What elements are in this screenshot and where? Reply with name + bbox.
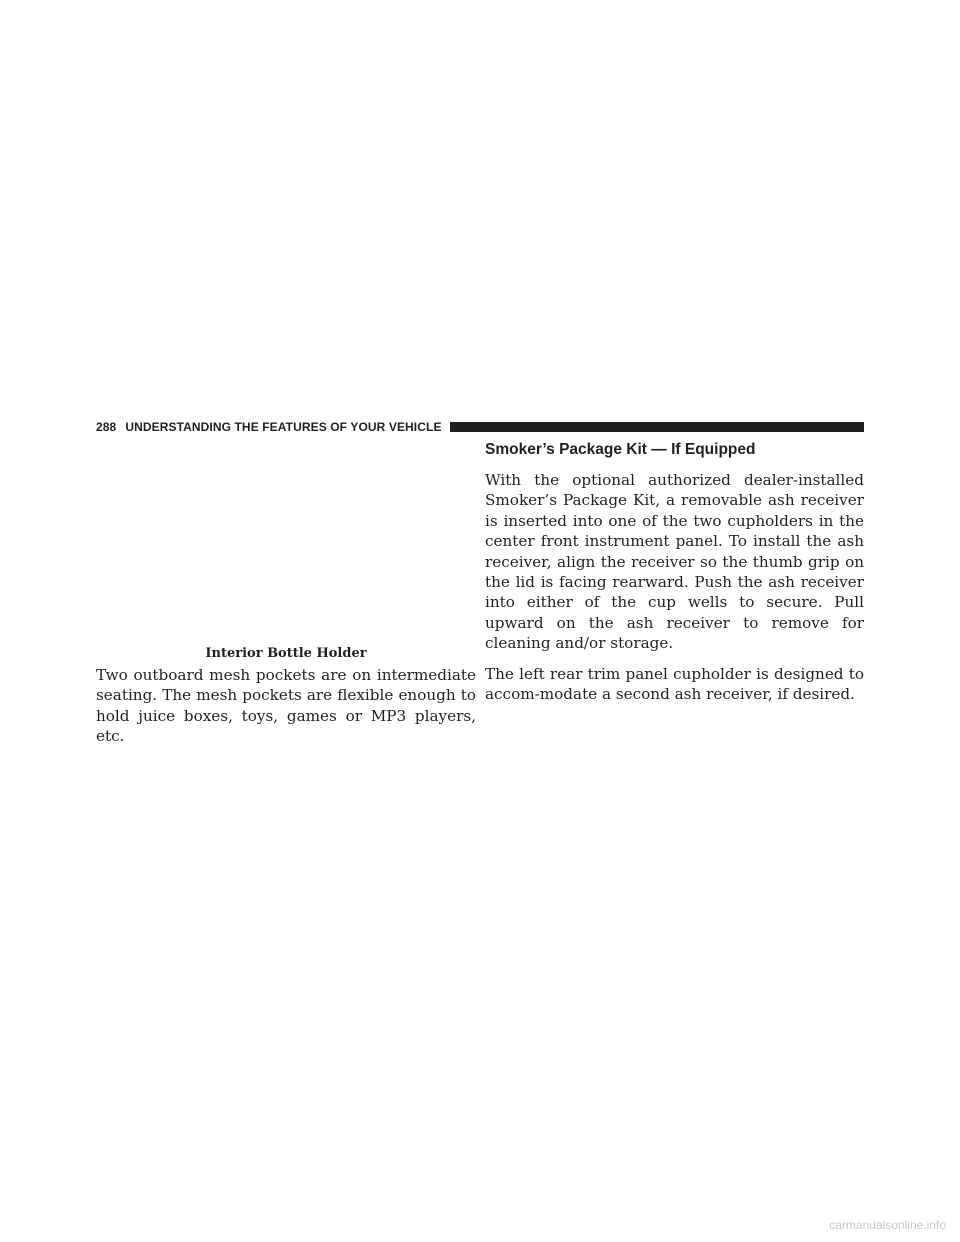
section-title: UNDERSTANDING THE FEATURES OF YOUR VEHICLE [125,420,442,434]
left-column [96,448,476,747]
figure-image [96,448,476,638]
body-paragraph: With the optional authorized dealer-installed Smoker’s Package Kit, a removable ash receiver is inserted into one of the two cupholders in the center front instrument panel. To install the ash receiver, align the receiver so the thumb grip on the lid is facing rearward. Push the ash receiver into either of the cup wells to secure. Pull upward on the ash receiver to remove for cleaning and/or storage. [485,471,864,653]
figure-caption: Interior Bottle Holder [205,646,367,661]
section-heading: Smoker’s Package Kit — If Equipped [485,441,756,458]
page-header [96,418,864,436]
watermark: carmanualsonline.info [829,1218,946,1232]
body-paragraph: Two outboard mesh pockets are on intermediate seating. The mesh pockets are flexible enough to hold juice boxes, toys, games or MP3 players, etc. [96,666,476,746]
header-rule [450,422,864,432]
body-paragraph: The left rear trim panel cupholder is designed to accom-modate a second ash receiver, if desired. [485,664,864,704]
right-column [485,440,864,704]
page-number: 288 [96,420,117,434]
